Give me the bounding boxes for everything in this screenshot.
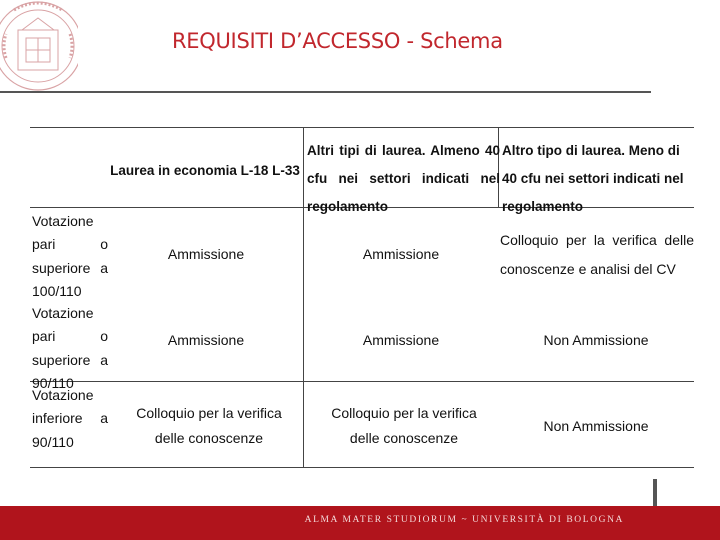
university-seal-logo: [0, 0, 78, 92]
table-cell: Non Ammissione: [543, 417, 649, 434]
table-header-cell: Altri tipi di laurea. Almeno 40 cfu nei settori indicati nel regolamento: [307, 143, 500, 214]
admission-requirements-table: [30, 127, 694, 468]
table-row-label: Votazione pari o superiore a 100/110: [32, 213, 108, 300]
table-cell: Ammissione: [362, 245, 440, 262]
table-cell: Colloquio per la verifica delle conoscenze: [331, 405, 477, 446]
table-top-border: [30, 127, 694, 128]
table-bottom-border: [30, 467, 694, 468]
table-row-label: Votazione pari o superiore a 90/110: [32, 305, 108, 392]
table-row-border: [30, 381, 694, 382]
table-cell: Ammissione: [167, 331, 245, 348]
table-header-cell: Laurea in economia L-18 L-33: [110, 163, 300, 178]
title-divider: [0, 91, 651, 93]
table-cell: Colloquio per la verifica delle conoscenze e analisi del CV: [500, 232, 694, 277]
table-row-label: Votazione inferiore a 90/110: [32, 387, 108, 450]
table-cell: Non Ammissione: [543, 331, 649, 348]
table-cell: Ammissione: [167, 245, 245, 262]
table-header-cell: Altro tipo di laurea. Meno di 40 cfu nei settori indicati nel regolamento: [502, 143, 684, 214]
table-cell: Ammissione: [362, 331, 440, 348]
table-column-border: [303, 127, 304, 468]
page-title: REQUISITI D’ACCESSO - Schema: [172, 29, 503, 53]
table-cell: Colloquio per la verifica delle conoscenze: [136, 405, 282, 446]
footer-band: [0, 506, 720, 540]
footer-text: ALMA MATER STUDIORUM ~ UNIVERSITÀ DI BOLOGNA: [304, 515, 624, 525]
